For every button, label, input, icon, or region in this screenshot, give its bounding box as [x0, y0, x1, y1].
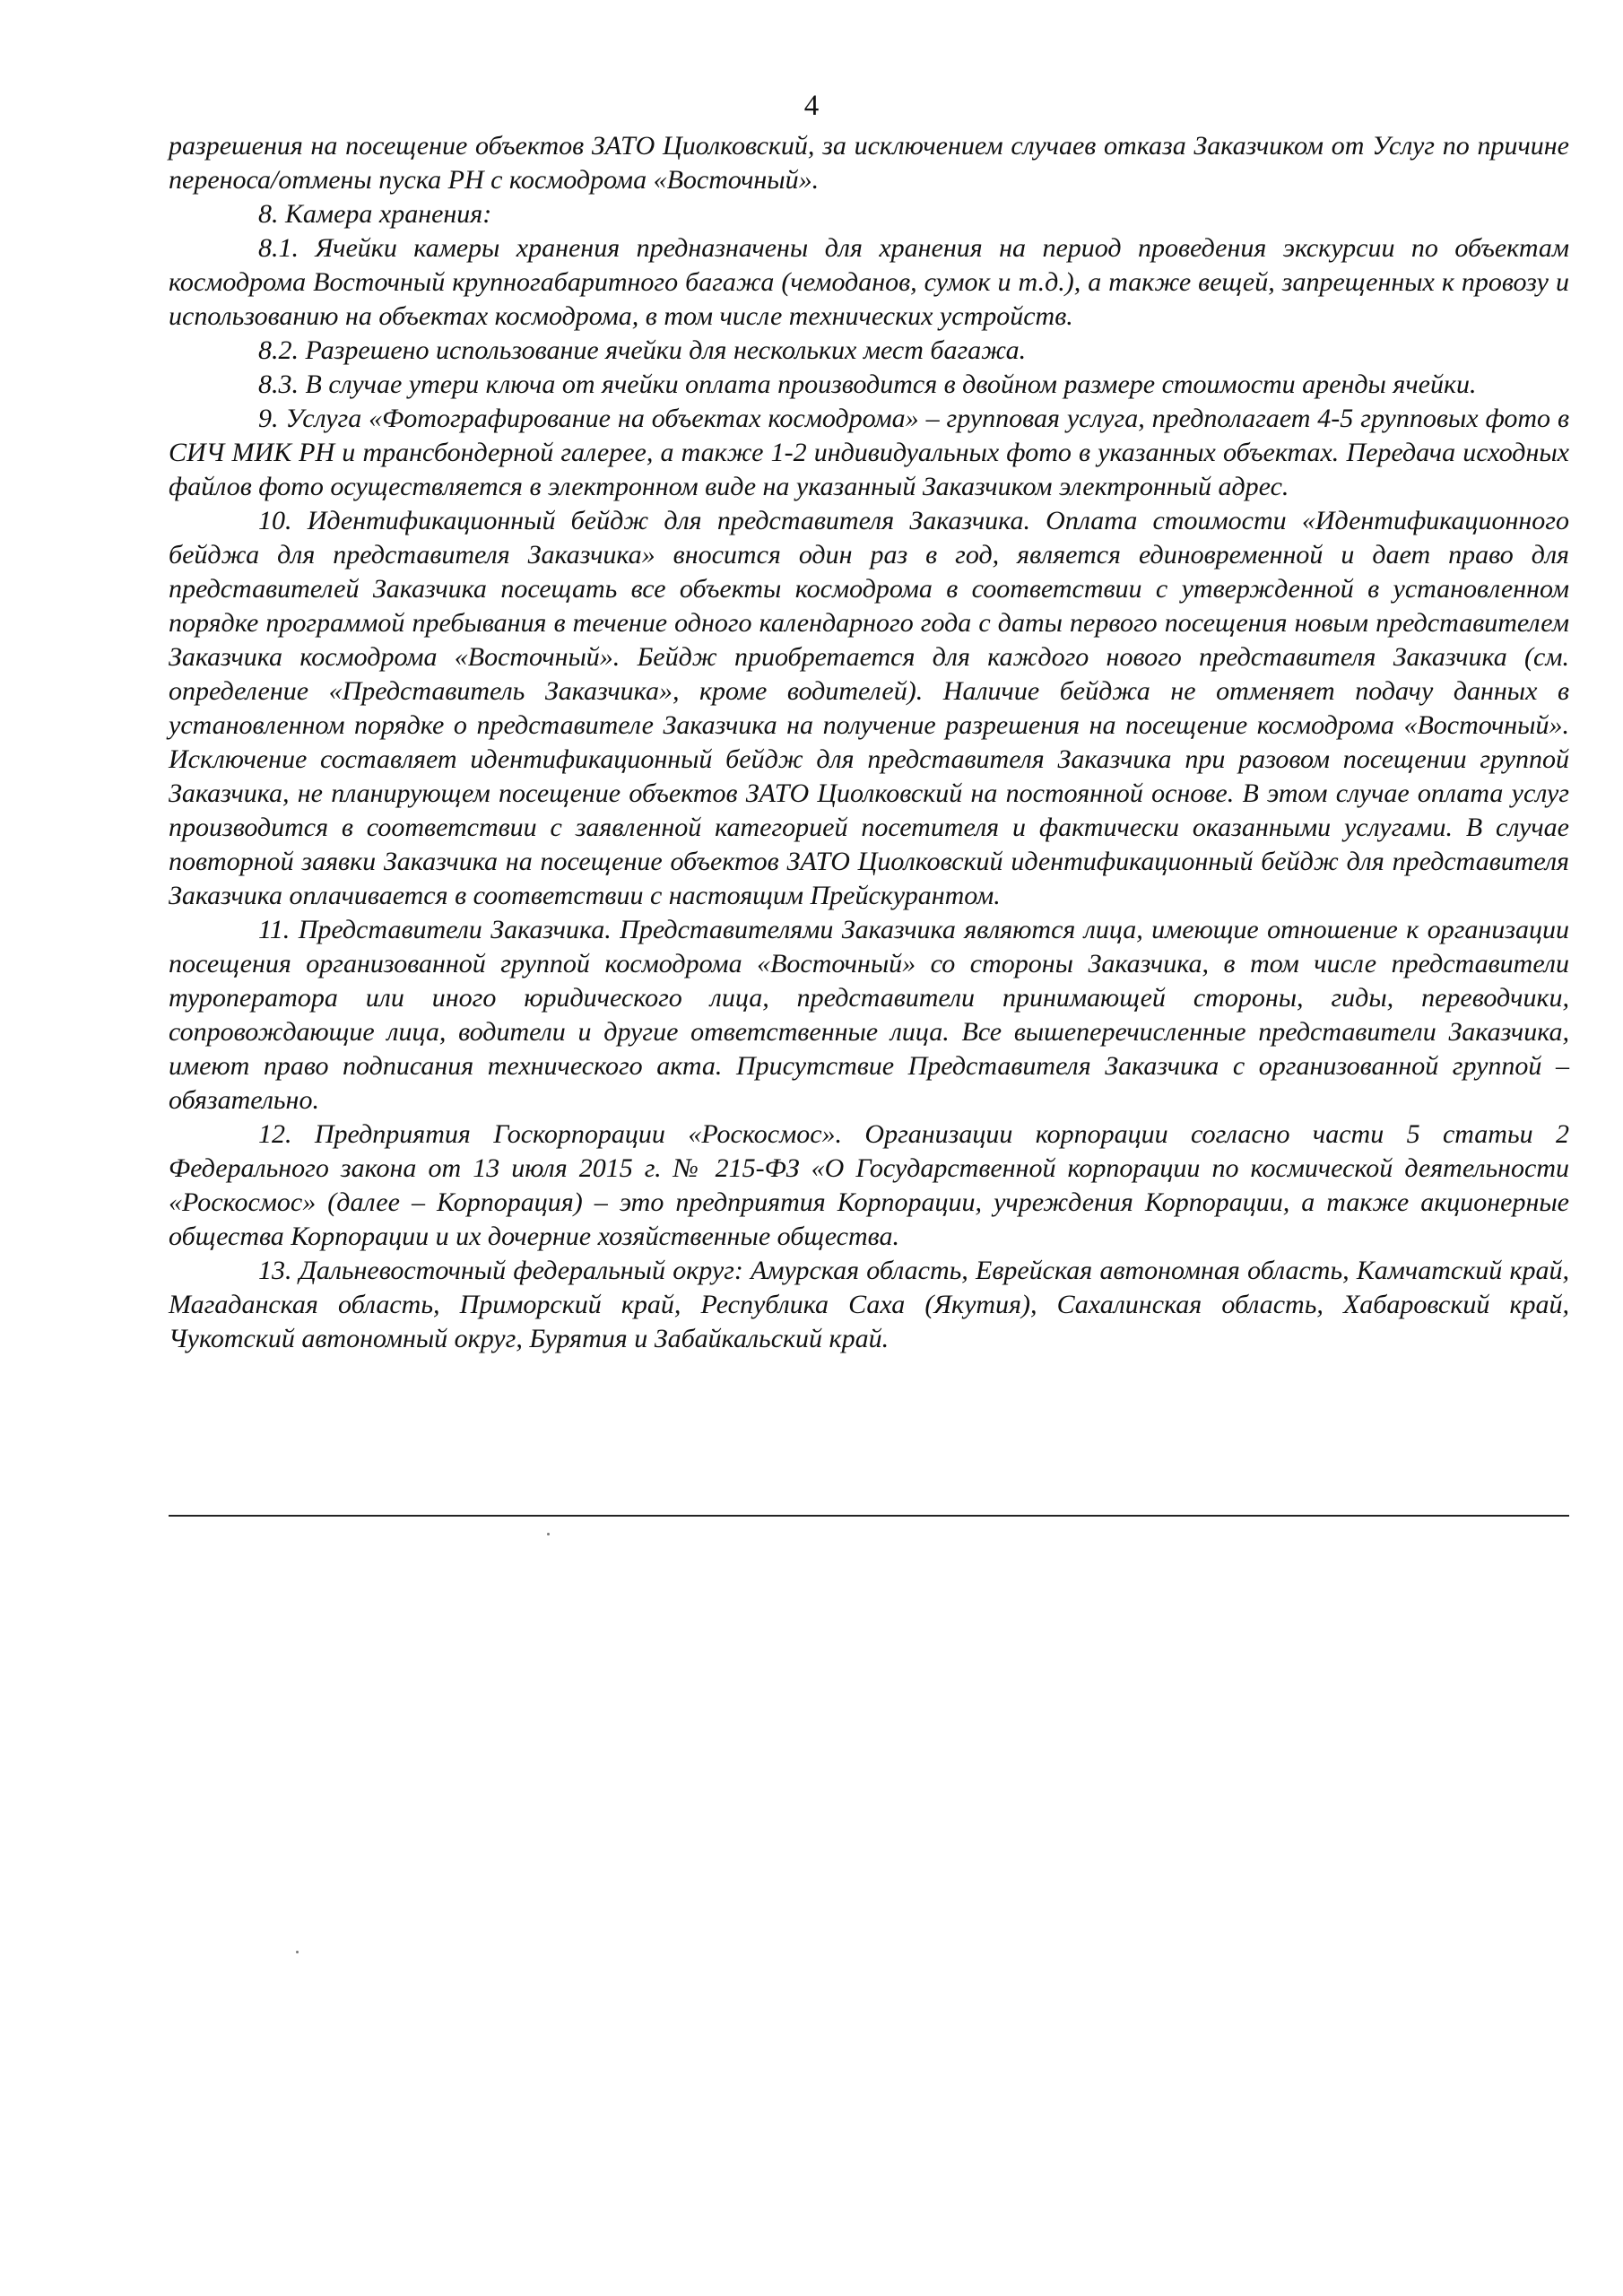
paragraph-8-heading: 8. Камера хранения: — [258, 199, 492, 229]
paragraph-9: 9. Услуга «Фотографирование на объектах космодрома» – групповая услуга, предполагает 4-5 групповых фото в СИЧ МИК РН и трансбондерной галерее, а также 1-2 индивидуальных фото в указанных объектах. Передача исходных файлов фото осуществляется в электронном виде на указанный Заказчиком электронный адрес. — [169, 404, 1569, 501]
scan-speck — [547, 1533, 550, 1535]
paragraph-continuation: разрешения на посещение объектов ЗАТО Циолковский, за исключением случаев отказа Заказчиком от Услуг по причине переноса/отмены пуска РН с космодрома «Восточный». — [169, 131, 1569, 195]
paragraph-8-2: 8.2. Разрешено использование ячейки для нескольких мест багажа. — [258, 335, 1027, 365]
paragraph-8-3: 8.3. В случае утери ключа от ячейки оплата производится в двойном размере стоимости аренды ячейки. — [258, 370, 1477, 399]
paragraph-11: 11. Представители Заказчика. Представителями Заказчика являются лица, имеющие отношение к организации посещения организованной группой космодрома «Восточный» со стороны Заказчика, в том числе представители туроператора или иного юридического лица, представители принимающей стороны, гиды, переводчики, сопровождающие лица, водители и другие ответственные лица. Все вышеперечисленные представители Заказчика, имеют право подписания технического акта. Присутствие Представителя Заказчика с организованной группой – обязательно. — [169, 915, 1569, 1115]
paragraph-13: 13. Дальневосточный федеральный округ: Амурская область, Еврейская автономная область, Камчатский край, Магаданская область, Приморский край, Республика Саха (Якутия), Сахалинская область, Хабаровский край, Чукотский автономный округ, Бурятия и Забайкальский край. — [169, 1256, 1569, 1353]
paragraph-8-1: 8.1. Ячейки камеры хранения предназначены для хранения на период проведения экскурсии по объектам космодрома Восточный крупногабаритного багажа (чемоданов, сумок и т.д.), а также вещей, запрещенных к провозу и использованию на объектах космодрома, в том числе технических устройств. — [169, 233, 1569, 331]
paragraph-10: 10. Идентификационный бейдж для представителя Заказчика. Оплата стоимости «Идентификационного бейджа для представителя Заказчика» вносится один раз в год, является единовременной и дает право для представителей Заказчика посещать все объекты космодрома в соответствии с утвержденной в установленном порядке программой пребывания в течение одного календарного года с даты первого посещения новым представителем Заказчика космодрома «Восточный». Бейдж приобретается для каждого нового представителя Заказчика (см. определение «Представитель Заказчика», кроме водителей). Наличие бейджа не отменяет подачу данных в установленном порядке о представителе Заказчика на получение разрешения на посещение космодрома «Восточный». Исключение составляет идентификационный бейдж для представителя Заказчика при разовом посещении группой Заказчика, не планирующем посещение объектов ЗАТО Циолковский на постоянной основе. В этом случае оплата услуг производится в соответствии с заявленной категорией посетителя и фактически оказанными услугами. В случае повторной заявки Заказчика на посещение объектов ЗАТО Циолковский идентификационный бейдж для представителя Заказчика оплачивается в соответствии с настоящим Прейскурантом. — [169, 506, 1569, 910]
paragraph-12: 12. Предприятия Госкорпорации «Роскосмос». Организации корпорации согласно части 5 статьи 2 Федерального закона от 13 июля 2015 г. № 215-ФЗ «О Государственной корпорации по космической деятельности «Роскосмос» (далее – Корпорация) – это предприятия Корпорации, учреждения Корпорации, а также акционерные общества Корпорации и их дочерние хозяйственные общества. — [169, 1119, 1569, 1251]
scan-speck — [296, 1951, 299, 1953]
page-number: 4 — [803, 90, 820, 122]
document-body — [169, 129, 1569, 1356]
bottom-rule-divider — [169, 1515, 1569, 1517]
